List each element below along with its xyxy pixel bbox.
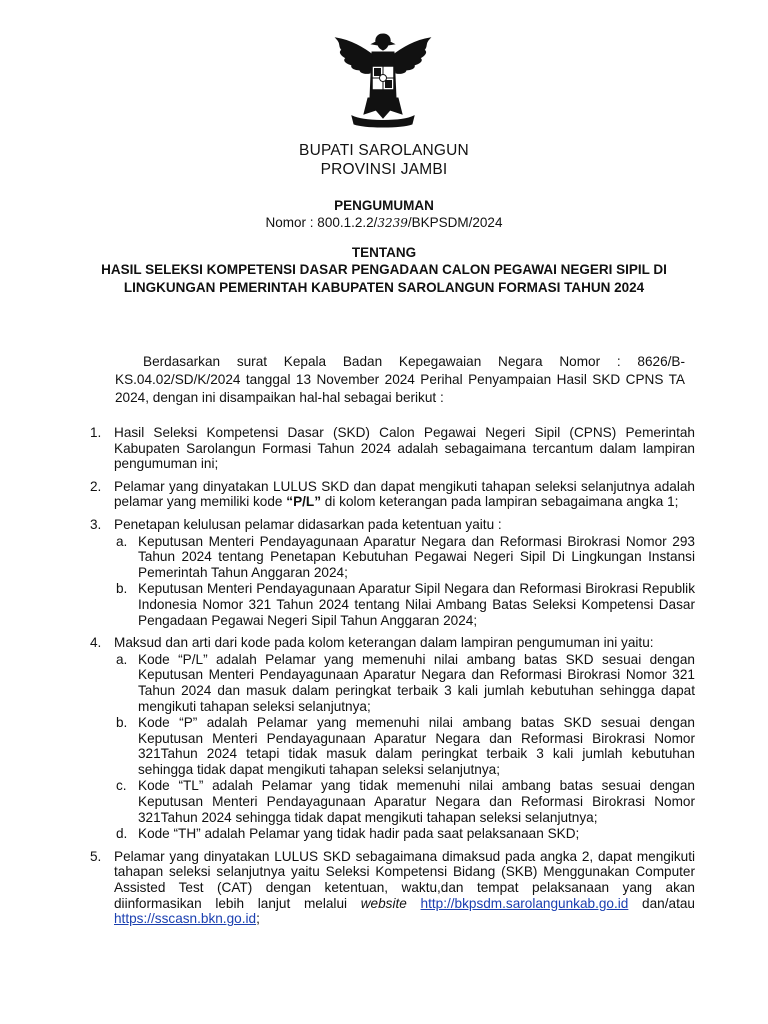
list-item: [90, 849, 695, 927]
garuda-emblem-icon: [328, 28, 438, 130]
sscasn-link[interactable]: https://sscasn.bkn.go.id: [114, 911, 257, 927]
item-text: Hasil Seleksi Kompetensi Dasar (SKD) Calon Pegawai Negeri Sipil (CPNS) Pemerintah Kabupaten Sarolangun Formasi Tahun 2024 adalah sebagaimana tercantum dalam lampiran pengumuman ini;: [114, 425, 695, 472]
item-number: 2.: [90, 478, 102, 494]
sub-item-text: Kode “TH” adalah Pelamar yang tidak hadir pada saat pelaksanaan SKD;: [138, 826, 580, 842]
document-number-handwritten: 3239: [377, 216, 408, 230]
sub-item-letter: b.: [116, 715, 128, 731]
code-pl-bold: “P/L”: [286, 494, 322, 510]
sub-item: [114, 826, 695, 842]
sub-item: [114, 778, 695, 825]
item-text: Pelamar yang dinyatakan LULUS SKD dan dapat mengikuti tahapan seleksi selanjutnya adalah pelamar yang memiliki kode: [114, 478, 695, 510]
item-number: 3.: [90, 516, 102, 532]
item-text: Penetapan kelulusan pelamar didasarkan pada ketentuan yaitu :: [114, 516, 502, 532]
sub-item-letter: d.: [116, 826, 128, 842]
sub-item: [114, 534, 695, 581]
link-separator: dan/atau: [628, 895, 695, 911]
website-italic: website: [360, 895, 407, 911]
sub-item: [114, 581, 695, 628]
item-text-end: ;: [256, 911, 260, 927]
sub-item: [114, 652, 695, 714]
list-item: [90, 635, 695, 842]
intro-paragraph: Berdasarkan surat Kepala Badan Kepegawaian Negara Nomor : 8626/B-KS.04.02/SD/K/2024 tanggal 13 November 2024 Perihal Penyampaian Hasil SKD CPNS TA 2024, dengan ini disampaikan hal-hal sebagai berikut :: [115, 354, 685, 405]
regent-title: BUPATI SAROLANGUN: [299, 142, 469, 159]
announcement-title: PENGUMUMAN: [334, 198, 434, 213]
sub-item-letter: a.: [116, 533, 128, 549]
sub-item-text: Kode “P/L” adalah Pelamar yang memenuhi nilai ambang batas SKD sesuai dengan Keputusan Menteri Pendayagunaan Aparatur Negara dan Reformasi Birokrasi Nomor 321 Tahun 2024 dan masuk dalam peringkat terbaik 3 kali jumlah kebutuhan sehingga dapat mengikuti tahapan seleksi selanjutnya;: [138, 651, 695, 714]
sub-item-text: Keputusan Menteri Pendayagunaan Aparatur Sipil Negara dan Reformasi Birokrasi Republik Indonesia Nomor 321 Tahun 2024 tentang Nilai Ambang Batas Seleksi Kompetensi Dasar Pengadaan Pegawai Negeri Sipil Tahun Anggaran 2024;: [138, 581, 695, 628]
sub-item-letter: a.: [116, 651, 128, 667]
document-number-prefix: Nomor : 800.1.2.2/: [265, 215, 378, 230]
subject-heading: HASIL SELEKSI KOMPETENSI DASAR PENGADAAN CALON PEGAWAI NEGERI SIPIL DI LINGKUNGAN PEMERINTAH KABUPATEN SAROLANGUN FORMASI TAHUN 2024: [101, 262, 667, 295]
sub-item: [114, 715, 695, 777]
item-text: Pelamar yang dinyatakan LULUS SKD sebagaimana dimaksud pada angka 2, dapat mengikuti tahapan seleksi selanjutnya yaitu Seleksi Kompetensi Bidang (SKB) Menggunakan Computer Assisted Test (CAT) dengan ketentuan, waktu,dan tempat pelaksanaan yang akan diinformasikan lebih lanjut melalui: [114, 848, 695, 911]
bkpsdm-link[interactable]: http://bkpsdm.sarolangunkab.go.id: [420, 895, 629, 911]
document-number-suffix: /BKPSDM/2024: [407, 215, 503, 230]
tentang-heading: TENTANG: [351, 245, 417, 260]
sub-item-text: Keputusan Menteri Pendayagunaan Aparatur Negara dan Reformasi Birokrasi Nomor 293 Tahun 2024 tentang Penetapan Kebutuhan Pegawai Negeri Sipil Di Lingkungan Instansi Pemerintah Tahun Anggaran 2024;: [138, 533, 695, 580]
item-text-end: di kolom keterangan pada lampiran sebagaimana angka 1;: [321, 494, 679, 510]
document-number: [0, 214, 768, 232]
regent-heading: [0, 141, 768, 179]
sub-item-text: Kode “TL” adalah Pelamar yang tidak memenuhi nilai ambang batas sesuai dengan Keputusan Menteri Pendayagunaan Aparatur Negara dan Reformasi Birokrasi Nomor 321Tahun 2024 sehingga tidak dapat mengikuti tahapan seleksi selanjutnya;: [138, 778, 695, 825]
sub-item-letter: c.: [116, 778, 127, 794]
item-text: Maksud dan arti dari kode pada kolom keterangan dalam lampiran pengumuman ini yaitu:: [114, 635, 654, 651]
list-item: [90, 517, 695, 628]
item-number: 1.: [90, 425, 102, 440]
list-item: [90, 479, 695, 510]
list-item: [90, 425, 695, 472]
sub-item-letter: b.: [116, 581, 128, 597]
sub-item-text: Kode “P” adalah Pelamar yang memenuhi nilai ambang batas SKD sesuai dengan Keputusan Menteri Pendayagunaan Aparatur Negara dan Reformasi Birokrasi Nomor 321Tahun 2024 tetapi tidak masuk dalam peringkat terbaik 3 kali jumlah kebutuhan sehingga tidak dapat mengikuti tahapan seleksi selanjutnya;: [138, 715, 695, 777]
numbered-list: [90, 425, 695, 934]
item-number: 5.: [90, 848, 102, 864]
item-number: 4.: [90, 635, 102, 651]
province-title: PROVINSI JAMBI: [320, 161, 448, 178]
